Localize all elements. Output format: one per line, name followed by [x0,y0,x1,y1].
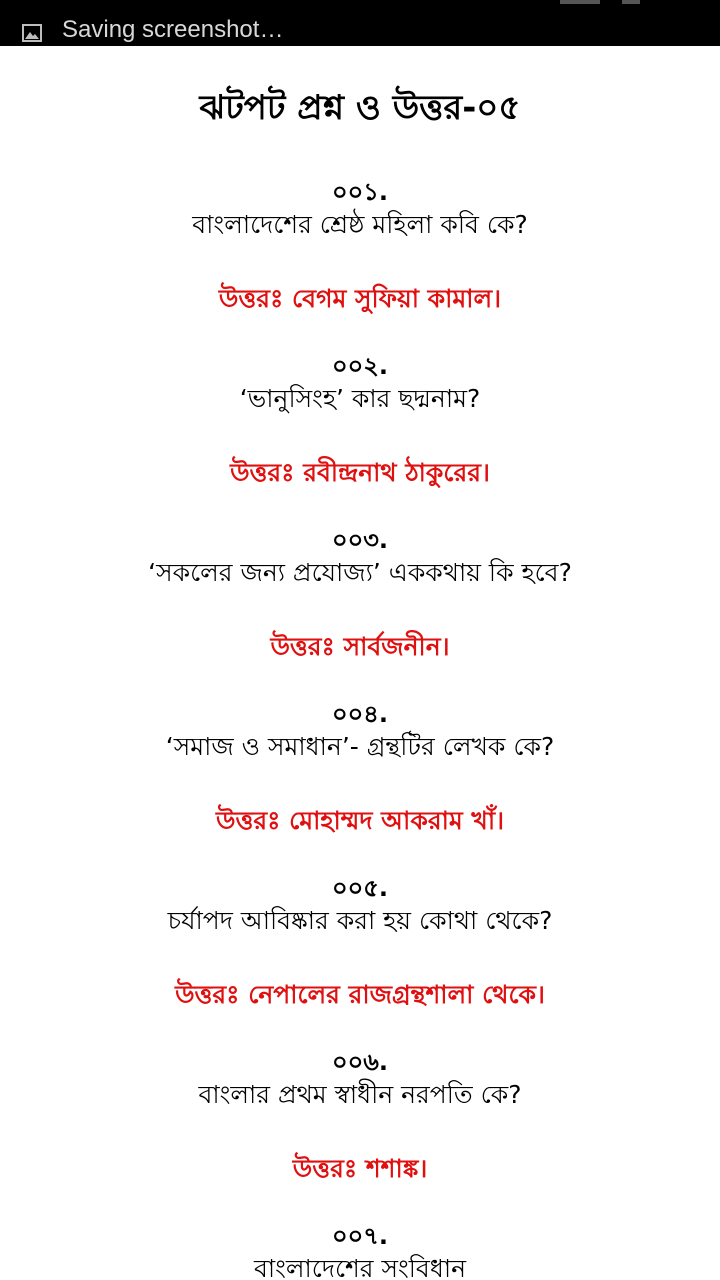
qa-item [0,350,720,490]
status-indicator [560,0,600,4]
question-number: ০০৫. [332,874,388,902]
qa-item [0,1220,720,1280]
status-bar [0,0,720,46]
question-number: ০০৪. [332,700,388,728]
answer-text: উত্তরঃ বেগম সুফিয়া কামাল। [218,284,502,313]
question-text: ‘ভানুসিংহ’ কার ছদ্মনাম? [239,384,481,413]
question-number: ০০৭. [332,1222,388,1250]
qa-item [0,524,720,664]
qa-item [0,698,720,838]
question-text: চর্যাপদ আবিষ্কার করা হয় কোথা থেকে? [167,906,553,935]
status-indicator [622,0,640,4]
qa-item [0,176,720,316]
question-text: বাংলাদেশের সংবিধান [253,1254,467,1280]
answer-text: উত্তরঃ শশাঙ্ক। [292,1154,428,1183]
question-number: ০০২. [332,352,388,380]
article-content [0,46,720,1280]
question-number: ০০৩. [332,526,388,554]
image-icon [22,24,42,42]
page-title: ঝটপট প্রশ্ন ও উত্তর-০৫ [199,88,521,128]
answer-text: উত্তরঃ মোহাম্মদ আকরাম খাঁ। [215,806,505,835]
question-number: ০০১. [332,178,388,206]
answer-text: উত্তরঃ রবীন্দ্রনাথ ঠাকুরের। [230,458,490,487]
answer-text: উত্তরঃ সার্বজনীন। [270,632,450,661]
question-text: ‘সমাজ ও সমাধান’- গ্রন্থটির লেখক কে? [165,732,555,761]
answer-text: উত্তরঃ নেপালের রাজগ্রন্থশালা থেকে। [175,980,545,1009]
question-text: বাংলাদেশের শ্রেষ্ঠ মহিলা কবি কে? [192,210,528,239]
qa-item [0,1046,720,1186]
notification-text: Saving screenshot… [62,16,284,43]
qa-item [0,872,720,1012]
question-text: বাংলার প্রথম স্বাধীন নরপতি কে? [198,1080,522,1109]
question-number: ০০৬. [332,1048,388,1076]
question-text: ‘সকলের জন্য প্রযোজ্য’ এককথায় কি হবে? [148,558,572,587]
